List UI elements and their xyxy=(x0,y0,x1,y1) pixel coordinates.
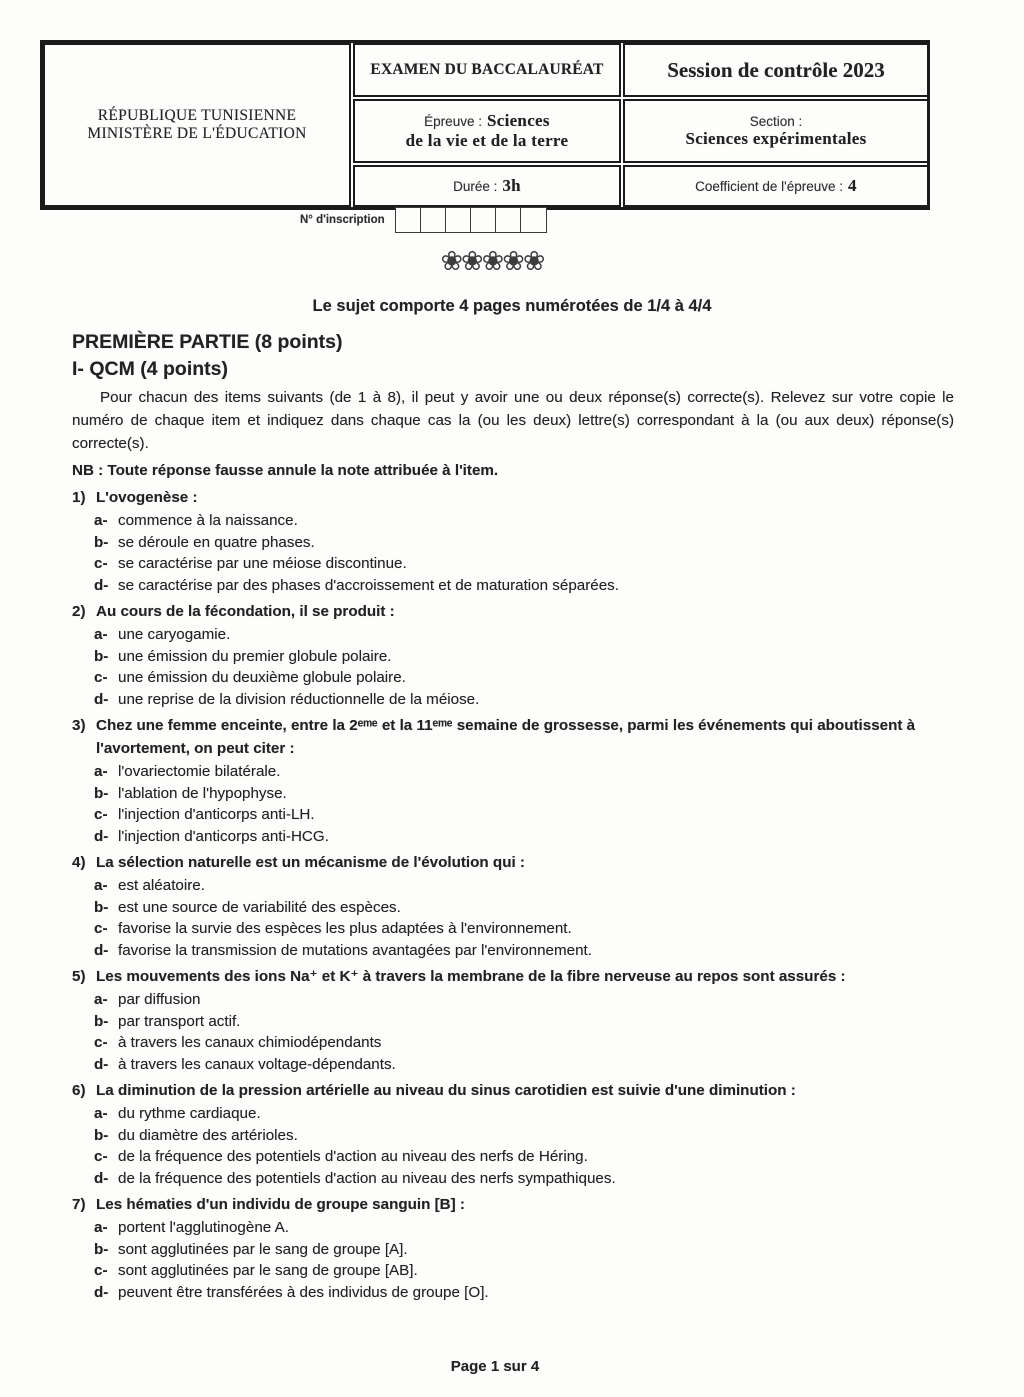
option-text: est une source de variabilité des espèces. xyxy=(118,898,401,916)
qcm-question xyxy=(72,486,954,596)
section-name: Sciences expérimentales xyxy=(685,128,867,148)
option-letter: b- xyxy=(94,1240,109,1258)
option-letter: d- xyxy=(94,941,109,959)
option-letter: b- xyxy=(94,533,109,551)
qcm-option xyxy=(94,1260,954,1282)
option-letter: b- xyxy=(94,1126,109,1144)
qcm-question xyxy=(72,1079,954,1189)
inscription-cell xyxy=(421,208,446,232)
question-stem: L'ovogenèse : xyxy=(96,489,198,506)
option-text: de la fréquence des potentiels d'action au niveau des nerfs de Héring. xyxy=(118,1148,588,1165)
option-text: sont agglutinées par le sang de groupe [AB]. xyxy=(118,1262,418,1279)
option-letter: a- xyxy=(94,763,108,780)
pages-notice: Le sujet comporte 4 pages numérotées de 1/4 à 4/4 xyxy=(312,297,712,315)
coefficient-cell xyxy=(623,165,929,207)
inscription-grid xyxy=(395,207,547,233)
qcm-option xyxy=(94,646,954,668)
header-table xyxy=(40,40,930,210)
duree-value: 3h xyxy=(502,176,521,195)
option-letter: b- xyxy=(94,898,109,916)
option-text: à travers les canaux chimiodépendants xyxy=(118,1034,382,1051)
qcm-option xyxy=(94,553,954,575)
option-letter: a- xyxy=(94,877,108,894)
section-label: Section : xyxy=(749,113,803,129)
question-stem: Les hématies d'un individu de groupe sanguin [B] : xyxy=(96,1196,465,1213)
coefficient-label: Coefficient de l'épreuve : xyxy=(695,179,844,194)
option-letter: c- xyxy=(94,1262,108,1279)
exam-title: EXAMEN DU BACCALAURÉAT xyxy=(370,61,604,78)
option-letter: c- xyxy=(94,806,108,823)
exam-title-cell xyxy=(353,43,621,97)
option-letter: d- xyxy=(94,1283,109,1301)
ministry-cell xyxy=(43,43,351,207)
epreuve-name-line1: Sciences xyxy=(486,111,550,130)
option-text: une émission du premier globule polaire. xyxy=(118,647,392,665)
option-letter: b- xyxy=(94,784,109,802)
option-text: du rythme cardiaque. xyxy=(118,1105,261,1122)
page-number: Page 1 sur 4 xyxy=(450,1358,540,1375)
qcm-option xyxy=(94,624,954,646)
qcm-option xyxy=(94,1125,954,1147)
duree-label: Durée : xyxy=(453,179,498,194)
option-text: une caryogamie. xyxy=(118,626,231,643)
question-stem: Les mouvements des ions Na⁺ et K⁺ à travers la membrane de la fibre nerveuse au repos sont assurés : xyxy=(96,968,846,985)
option-text: l'ovariectomie bilatérale. xyxy=(118,763,281,780)
qcm-option xyxy=(94,1011,954,1033)
option-letter: c- xyxy=(94,1148,108,1165)
question-options xyxy=(94,510,954,596)
option-text: l'injection d'anticorps anti-LH. xyxy=(118,806,315,823)
epreuve-label: Épreuve : xyxy=(424,114,482,129)
qcm-option xyxy=(94,510,954,532)
option-text: par transport actif. xyxy=(118,1012,241,1030)
qcm-question xyxy=(72,1193,954,1303)
option-letter: a- xyxy=(94,991,108,1008)
epreuve-name-line2: de la vie et de la terre xyxy=(405,131,569,150)
question-options xyxy=(94,875,954,961)
option-letter: c- xyxy=(94,669,108,686)
inscription-cell xyxy=(396,208,421,232)
option-text: se caractérise par une méiose discontinue. xyxy=(118,555,407,572)
option-letter: d- xyxy=(94,1055,109,1073)
part-title: PREMIÈRE PARTIE (8 points) xyxy=(72,331,343,353)
qcm-option xyxy=(94,1054,954,1076)
option-letter: a- xyxy=(94,512,108,529)
question-number: 7) xyxy=(72,1196,86,1213)
inscription-row xyxy=(300,207,547,233)
option-text: du diamètre des artérioles. xyxy=(118,1126,298,1144)
qcm-option xyxy=(94,1032,954,1054)
question-number: 5) xyxy=(72,968,86,985)
republic-line: RÉPUBLIQUE TUNISIENNE xyxy=(97,107,297,124)
option-letter: a- xyxy=(94,1219,108,1236)
qcm-question xyxy=(72,714,954,847)
question-stem: La sélection naturelle est un mécanisme de l'évolution qui : xyxy=(96,854,525,871)
inscription-cell xyxy=(521,208,546,232)
qcm-title: I- QCM (4 points) xyxy=(72,358,228,380)
ministry-line: MINISTÈRE DE L'ÉDUCATION xyxy=(87,125,307,142)
inscription-cell xyxy=(496,208,521,232)
option-letter: d- xyxy=(94,1169,109,1187)
qcm-option xyxy=(94,1282,954,1304)
epreuve-cell xyxy=(353,99,621,163)
option-letter: a- xyxy=(94,626,108,643)
qcm-option xyxy=(94,826,954,848)
option-text: commence à la naissance. xyxy=(118,512,298,529)
inscription-cell xyxy=(471,208,496,232)
qcm-option xyxy=(94,667,954,689)
coefficient-value: 4 xyxy=(848,176,857,195)
qcm-option xyxy=(94,1239,954,1261)
option-letter: c- xyxy=(94,1034,108,1051)
questions-list xyxy=(72,486,954,1303)
question-options xyxy=(94,624,954,710)
option-text: par diffusion xyxy=(118,991,201,1008)
qcm-option xyxy=(94,783,954,805)
qcm-option xyxy=(94,940,954,962)
question-stem: Au cours de la fécondation, il se produit : xyxy=(96,603,395,620)
option-text: à travers les canaux voltage-dépendants. xyxy=(118,1055,396,1073)
option-letter: d- xyxy=(94,690,109,708)
question-options xyxy=(94,1217,954,1303)
qcm-option xyxy=(94,575,954,597)
option-letter: c- xyxy=(94,920,108,937)
question-stem: Chez une femme enceinte, entre la 2ᵉᵐᵉ et la 11ᵉᵐᵉ semaine de grossesse, parmi les événements qui aboutissent à l'avortement, on peut citer : xyxy=(96,717,916,757)
flower-ornament-icon: ❀❀❀❀❀ xyxy=(440,246,544,276)
option-letter: c- xyxy=(94,555,108,572)
question-number: 4) xyxy=(72,854,86,871)
qcm-option xyxy=(94,689,954,711)
question-number: 1) xyxy=(72,489,86,506)
option-letter: b- xyxy=(94,647,109,665)
option-text: se caractérise par des phases d'accroissement et de maturation séparées. xyxy=(118,576,619,594)
nb-note: NB : Toute réponse fausse annule la note attribuée à l'item. xyxy=(72,462,499,479)
option-text: une reprise de la division réductionnelle de la méiose. xyxy=(118,690,480,708)
option-letter: a- xyxy=(94,1105,108,1122)
question-options xyxy=(94,1103,954,1189)
qcm-instructions: Pour chacun des items suivants (de 1 à 8), il peut y avoir une ou deux réponse(s) correcte(s). Relevez sur votre copie le numéro de chaque item et indiquez dans chaque cas la (ou les deux) lettre(s) correspondant à la (ou aux deux) réponse(s) correcte(s). xyxy=(72,389,954,452)
option-letter: d- xyxy=(94,576,109,594)
option-letter: d- xyxy=(94,827,109,845)
qcm-option xyxy=(94,918,954,940)
option-text: est aléatoire. xyxy=(118,877,205,894)
question-number: 2) xyxy=(72,603,86,620)
option-text: favorise la transmission de mutations avantagées par l'environnement. xyxy=(118,941,592,959)
option-text: l'injection d'anticorps anti-HCG. xyxy=(118,827,329,845)
qcm-option xyxy=(94,1103,954,1125)
qcm-option xyxy=(94,761,954,783)
qcm-option xyxy=(94,532,954,554)
option-letter: b- xyxy=(94,1012,109,1030)
duree-cell xyxy=(353,165,621,207)
question-number: 6) xyxy=(72,1082,86,1099)
option-text: portent l'agglutinogène A. xyxy=(118,1219,289,1236)
question-number: 3) xyxy=(72,717,86,734)
session-cell xyxy=(623,43,929,97)
qcm-question xyxy=(72,851,954,961)
option-text: l'ablation de l'hypophyse. xyxy=(118,784,287,802)
session-title: Session de contrôle 2023 xyxy=(667,57,885,82)
qcm-option xyxy=(94,1168,954,1190)
option-text: peuvent être transférées à des individus de groupe [O]. xyxy=(118,1283,489,1301)
exam-content xyxy=(72,331,954,1307)
section-cell xyxy=(623,99,929,163)
qcm-option xyxy=(94,1217,954,1239)
qcm-option xyxy=(94,1146,954,1168)
inscription-cell xyxy=(446,208,471,232)
qcm-option xyxy=(94,875,954,897)
question-options xyxy=(94,761,954,847)
qcm-question xyxy=(72,965,954,1075)
option-text: une émission du deuxième globule polaire. xyxy=(118,669,406,686)
qcm-question xyxy=(72,600,954,710)
option-text: sont agglutinées par le sang de groupe [A]. xyxy=(118,1240,408,1258)
qcm-option xyxy=(94,897,954,919)
inscription-label: N° d'inscription xyxy=(300,214,385,226)
question-stem: La diminution de la pression artérielle au niveau du sinus carotidien est suivie d'une diminution : xyxy=(96,1082,796,1099)
qcm-option xyxy=(94,989,954,1011)
option-text: favorise la survie des espèces les plus adaptées à l'environnement. xyxy=(118,920,572,937)
option-text: de la fréquence des potentiels d'action au niveau des nerfs sympathiques. xyxy=(118,1169,616,1187)
qcm-option xyxy=(94,804,954,826)
question-options xyxy=(94,989,954,1075)
option-text: se déroule en quatre phases. xyxy=(118,533,315,551)
